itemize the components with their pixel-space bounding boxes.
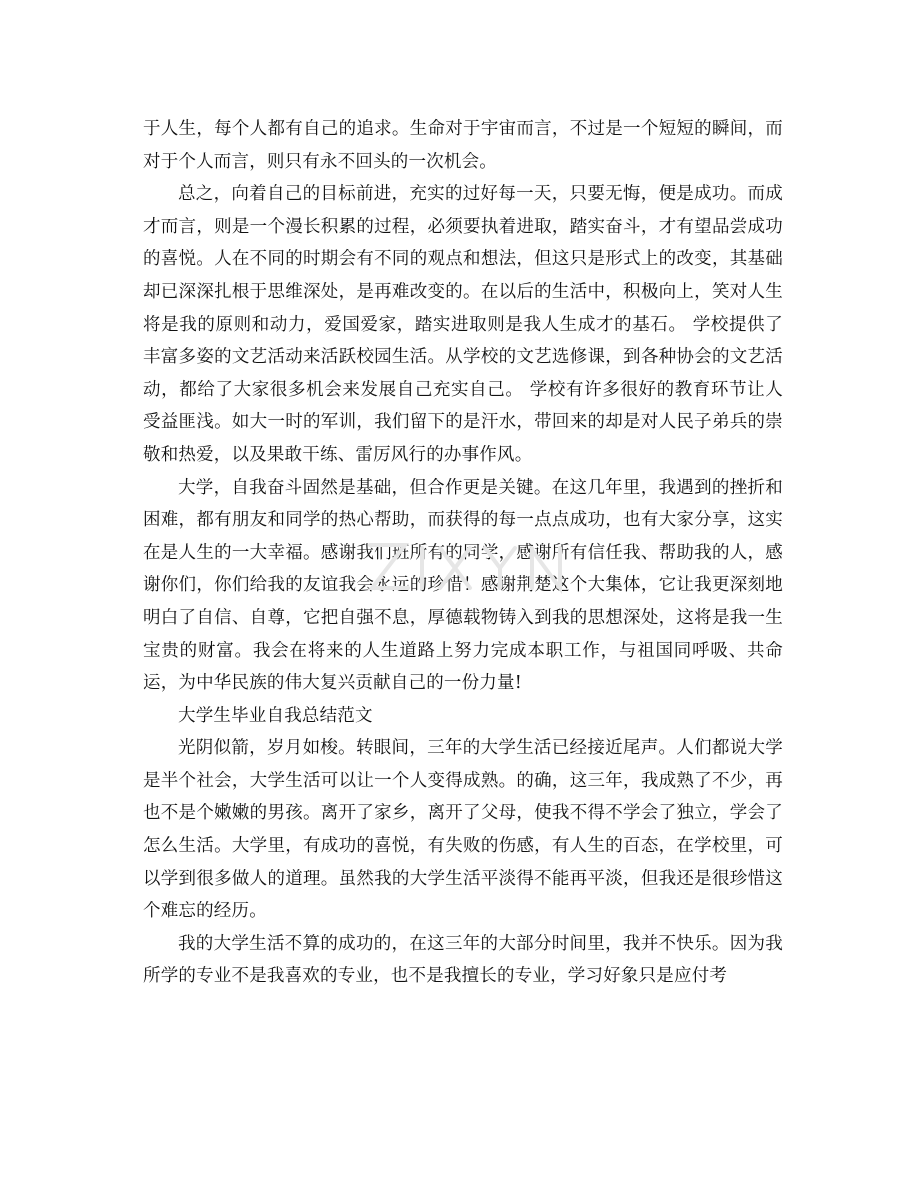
paragraph-5: 我的大学生活不算的成功的，在这三年的大部分时间里，我并不快乐。因为我所学的专业不是我喜欢的专业，也不是我擅长的专业，学习好象只是应付考	[143, 933, 783, 987]
paragraph-1: 于人生，每个人都有自己的追求。生命对于宇宙而言，不过是一个短短的瞬间，而对于个人而言，则只有永不回头的一次机会。	[143, 119, 783, 172]
document-body	[143, 113, 783, 993]
section-title: 大学生毕业自我总结范文	[178, 705, 373, 726]
paragraph-3: 大学，自我奋斗固然是基础，但合作更是关键。在这几年里，我遇到的挫折和困难，都有朋友和同学的热心帮助，而获得的每一点点成功，也有大家分享，这实在是人生的一大幸福。感谢我们班所有的同学，感谢所有信任我、帮助我的人，感谢你们，你们给我的友谊我会永远的珍惜！感谢荆楚这个大集体，它让我更深刻地明白了自信、自尊，它把自强不息，厚德载物铸入到我的思想深处，这将是我一生宝贵的财富。我会在将来的人生道路上努力完成本职工作，与祖国同呼吸、共命运，为中华民族的伟大复兴贡献自己的一份力量!	[143, 477, 783, 694]
paragraph-2: 总之，向着自己的目标前进，充实的过好每一天，只要无悔，便是成功。而成才而言，则是一个漫长积累的过程，必须要执着进取，踏实奋斗，才有望品尝成功的喜悦。人在不同的时期会有不同的观点和想法，但这只是形式上的改变，其基础却已深深扎根于思维深处，是再难改变的。在以后的生活中，积极向上，笑对人生将是我的原则和动力，爱国爱家，踏实进取则是我人生成才的基石。 学校提供了丰富多姿的文艺活动来活跃校园生活。从学校的文艺选修课，到各种协会的文艺活动，都给了大家很多机会来发展自己充实自己。 学校有许多很好的教育环节让人受益匪浅。如大一时的军训，我们留下的是汗水，带回来的却是对人民子弟兵的崇敬和热爱，以及果敢干练、雷厉风行的办事作风。	[143, 184, 783, 465]
paragraph-4: 光阴似箭，岁月如梭。转眼间，三年的大学生活已经接近尾声。人们都说大学是半个社会，大学生活可以让一个人变得成熟。的确，这三年，我成熟了不少，再也不是个嫩嫩的男孩。离开了家乡，离开了父母，使我不得不学会了独立，学会了怎么生活。大学里，有成功的喜悦，有失败的伤感，有人生的百态，在学校里，可以学到很多做人的道理。虽然我的大学生活平淡得不能再平淡，但我还是很珍惜这个难忘的经历。	[143, 738, 783, 922]
